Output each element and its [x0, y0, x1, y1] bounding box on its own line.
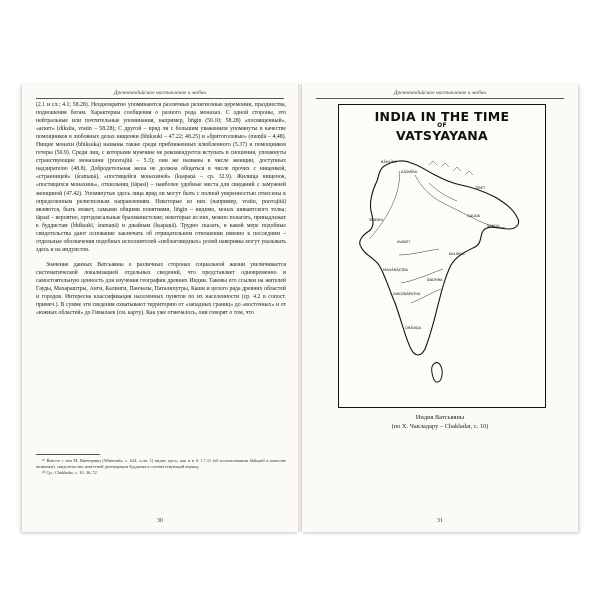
map-label-kashmira: KĀŚMĪRA [401, 170, 418, 174]
footnote-1: ³⁹ Вместе с тем М. Винтерниц (Winternitz, c. 624, л.пп. 1) видит здесь, как и в А 1.7.11 (об использовании bhikṣukī в качестве шпионки), свидетельство известной дегенерации буддизма в соответствующий период. [36, 458, 286, 469]
paragraph-2: Значение данных Ватсьяяны о различных сторонах социальной жизни увеличивается систематической локализацией отдельных сведений, что представляет одновременно и самостоятельную ценность для изучения географии древних Индии. Таковы его ссылки на жителей Гауды, Махараштры, Анги, Калинги, Панчалы, Паталипутры, Каши и целого ряда древних областей и городов. Интересна классификация населенных пунктов по их населенности (ср. 4.2 в сопост. примеч.). В сумме эти сведения охватывают территорию от «западных границ» до «восточных» и от «южных областей» до Гималаев (см. карту). Как уже отмечалось, они говорят о том, что [36, 261, 286, 317]
footnote-2: ⁴⁰ Ср.: Chakladar, c. 10, 36–72. [42, 470, 98, 476]
map-label-dravida: DRĀVIḌA [405, 326, 422, 330]
paragraph-1: (2.1 и сл.; 4.1; 58.28). Неоднократно упоминаются различные религиозные церемонии, празднества, подношения богам. Характерны сообщения о разного рода монахах. С одной стороны, это нейтральные или почтительные упоминания, например, liṅgin (50.10; 58.28) «посвященный», «аскет» (dīkṣita, vratin – 58.28); С другой – вряд ли с большим уважением упомянуты в качестве помощников в любовных делах нищенки (bhikṣukī – 47.22; 48.25) и «бритоголовые» (muṇḍā – 4,48). Нищие монахи (bhikṣuka) названы также среди приближенных влюбленного (5.37) и помощников гетеры (50.9). Среди лиц, с которыми мужчине не рекомендуется вступать в сношения, упомянуты странствующие монахини (pravrajitā – 5.3); они же названы в числе женщин, доступных надзирателю (48.8). Добродетельная жена не должна общаться в числе прочих с нищенкой, «странницей» (śramaṇā), «постящейся монахиней» (kṣapaṇā – ср. 32.9). Жилища нищенок, «постящихся монахинь», отшельниц (tāpasī) – наиболее удобные места для свиданий с замужней женщиной (47.42). Упомянутые здесь лица вряд ли могут быть с полной уверенностью отнесены к определенным религиозным направлениям. Некоторые из них (например, vratin, pravrajitā) являются, быть может, самыми общими понятиями, liṅgin – видимо, монах шиваитского толка; tāpasī – вероятно, ортодоксальные брахманистские; некоторые из них, можно полагать, принадлежат к буддистам (bhikṣukī, śramaṇā) и джайнам (kṣapaṇā). Трудно сказать, в какой мере подобные свидетельства дают основание заключать об отрицательном отношении именно к последним – отдельные обозначения подобных исполнителей «неблаговидных» ролей наверняка могут указывать здесь и на индуистов. [36, 102, 286, 253]
map-label-vanga: VANGA [487, 224, 500, 228]
left-body-text [36, 101, 286, 317]
caption-line-1: Индия Ватсьяяны [415, 414, 465, 421]
map-label-gauda: GAUDA [467, 214, 481, 218]
map-label-tibet: TIBET [475, 186, 486, 190]
map-label-maharashtra: MAHĀRĀṢṬRA [383, 268, 408, 272]
map-label-kalinga: KALINGA [449, 252, 465, 256]
india-map-drawing [339, 105, 545, 407]
right-page [302, 84, 578, 532]
map-caption [322, 414, 558, 431]
map-title [345, 111, 539, 141]
map-label-dakshinapatha: DAKṢIṆĀPATHA [393, 292, 421, 296]
caption-line-2: (по Х. Чакладару – Chakladar, с. 10) [391, 422, 489, 430]
running-head-right: Древнеиндийское наставление в любви [316, 90, 564, 99]
map-label-bahlika: BĀHLĪKA [381, 160, 397, 164]
map-label-avanti: AVANTI [397, 240, 410, 244]
running-head-left: Древнеиндийское наставление в любви [36, 90, 284, 99]
map-label-sindhu: SINDHU [369, 218, 384, 222]
map-title-line3: VATSYAYANA [395, 128, 489, 143]
footnotes [36, 454, 286, 477]
page-number-right: 31 [437, 518, 443, 524]
map-title-line1: INDIA IN THE TIME [374, 109, 510, 124]
map-figure [338, 104, 546, 408]
map-label-andhra: ĀNDHRA [427, 278, 443, 282]
map-title-line2: OF [437, 122, 447, 129]
page-number-left: 30 [157, 518, 163, 524]
footnote-rule [36, 454, 100, 455]
left-page [22, 84, 298, 532]
